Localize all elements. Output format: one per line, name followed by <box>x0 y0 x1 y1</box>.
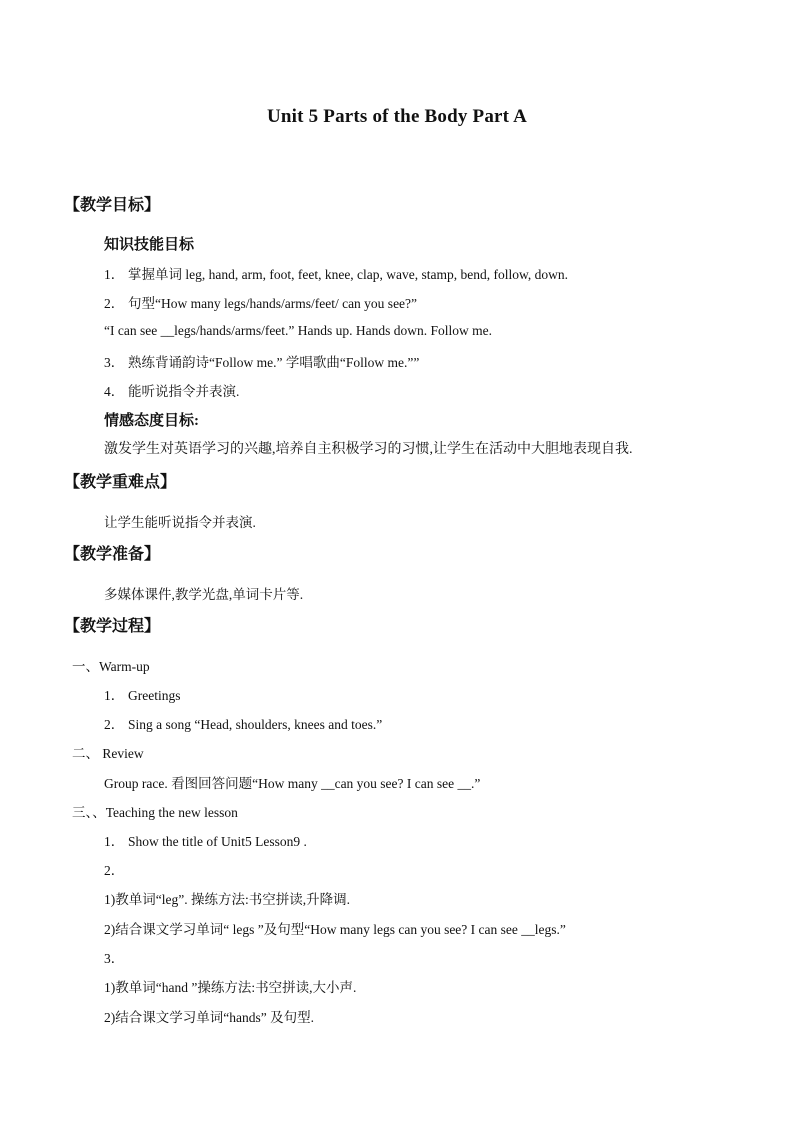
teaching-item-2: 2． <box>104 863 125 878</box>
item-number: 1． <box>104 834 125 849</box>
warmup-item-2 <box>104 713 382 733</box>
item-text: 能听说指令并表演. <box>128 384 240 399</box>
item-number: 1． <box>104 688 125 703</box>
subheading-knowledge: 知识技能目标 <box>104 237 195 253</box>
warmup-item-1 <box>104 684 180 704</box>
key-points-text: 让学生能听说指令并表演. <box>104 515 256 530</box>
teaching-item-3: 3． <box>104 951 125 966</box>
teaching-item-1 <box>104 830 307 850</box>
page-title: Unit 5 Parts of the Body Part A <box>266 106 528 127</box>
heading-process: 【教学过程】 <box>64 618 161 635</box>
item-text: 熟练背诵韵诗“Follow me.” 学唱歌曲“Follow me.”” <box>128 355 420 370</box>
knowledge-item-2 <box>104 292 417 312</box>
heading-objectives: 【教学目标】 <box>64 197 161 214</box>
item-number: 3． <box>104 355 125 370</box>
process-section-review: 二、 Review <box>72 746 144 761</box>
review-text: Group race. 看图回答问题“How many __can you see? I can see __.” <box>104 776 481 791</box>
emotion-text: 激发学生对英语学习的兴趣,培养自主积极学习的习惯,让学生在活动中大胆地表现自我. <box>104 442 633 457</box>
preparation-text: 多媒体课件,教学光盘,单词卡片等. <box>104 587 304 602</box>
item-number: 1． <box>104 267 125 282</box>
teaching-item-2a: 1)教单词“leg”. 操练方法:书空拼读,升降调. <box>104 892 350 907</box>
teaching-item-3a: 1)教单词“hand ”操练方法:书空拼读,大小声. <box>104 980 357 995</box>
teaching-item-3b: 2)结合课文学习单词“hands” 及句型. <box>104 1010 314 1025</box>
item-text: 掌握单词 leg, hand, arm, foot, feet, knee, clap, wave, stamp, bend, follow, down. <box>128 267 569 282</box>
subheading-emotion: 情感态度目标: <box>104 413 199 429</box>
item-text: 句型“How many legs/hands/arms/feet/ can you see?” <box>128 296 418 311</box>
item-number: 4． <box>104 384 125 399</box>
process-section-warmup: 一、Warm-up <box>72 659 150 674</box>
knowledge-item-2-continued: “I can see __legs/hands/arms/feet.” Hands up. Hands down. Follow me. <box>104 323 493 338</box>
process-section-teaching: 三、、Teaching the new lesson <box>72 805 238 820</box>
item-text: Greetings <box>128 688 181 703</box>
item-number: 2． <box>104 296 125 311</box>
item-text: Show the title of Unit5 Lesson9 . <box>128 834 307 849</box>
heading-key-points: 【教学重难点】 <box>64 474 177 491</box>
knowledge-item-1 <box>104 263 568 283</box>
knowledge-item-3 <box>104 351 419 371</box>
item-number: 2． <box>104 717 125 732</box>
knowledge-item-4 <box>104 380 239 400</box>
item-text: Sing a song “Head, shoulders, knees and toes.” <box>128 717 383 732</box>
teaching-item-2b: 2)结合课文学习单词“ legs ”及句型“How many legs can you see? I can see __legs.” <box>104 922 566 937</box>
heading-preparation: 【教学准备】 <box>64 546 161 563</box>
